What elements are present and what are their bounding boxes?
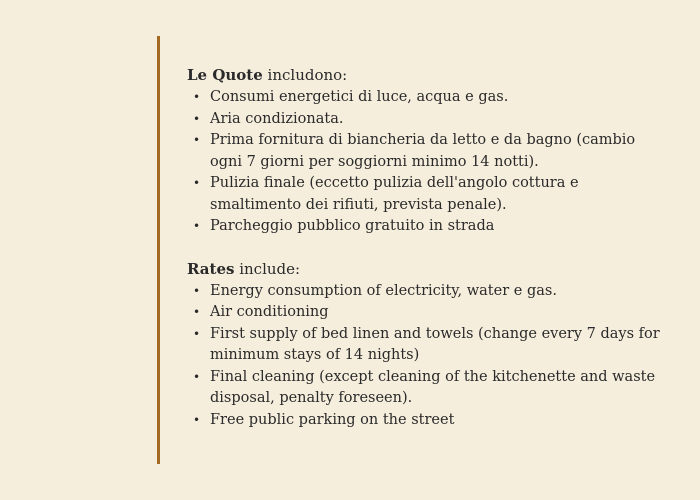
section-heading-english [187, 258, 667, 280]
bullet-icon: • [193, 326, 201, 341]
bullet-icon: • [193, 412, 201, 427]
list-item [187, 173, 667, 216]
bullet-icon: • [193, 111, 201, 126]
heading-rest: include: [234, 259, 301, 278]
list-item [187, 130, 667, 173]
list-item-text: First supply of bed linen and towels (change every 7 days for minimum stays of 14 nights) [210, 325, 660, 363]
heading-bold: Rates [187, 259, 235, 278]
accent-bar [157, 36, 160, 464]
section-english [187, 258, 667, 432]
list-item-text: Energy consumption of electricity, water e gas. [210, 282, 557, 299]
bullet-icon: • [193, 219, 201, 233]
bullet-icon: • [193, 369, 201, 384]
list-item [187, 410, 667, 432]
list-item-text: Air conditioning [210, 304, 329, 320]
heading-bold: Le Quote [187, 66, 263, 84]
section-italian [187, 64, 667, 238]
list-item-text: Final cleaning (except cleaning of the kitchenette and waste disposal, penalty foreseen). [210, 368, 656, 406]
list-item [187, 281, 667, 303]
bullet-icon: • [193, 176, 201, 190]
bullet-icon: • [193, 283, 201, 298]
section-heading-italian [187, 64, 667, 86]
list-item-text: Consumi energetici di luce, acqua e gas. [210, 89, 509, 105]
inclusions-list-english [187, 281, 667, 432]
bullet-icon: • [193, 90, 201, 104]
bullet-icon: • [193, 305, 201, 319]
bullet-icon: • [193, 133, 201, 147]
list-item-text: Pulizia finale (eccetto pulizia dell'angolo cottura e smaltimento dei rifiuti, prevista penale). [210, 175, 579, 213]
list-item-text: Aria condizionata. [210, 110, 344, 127]
list-item [187, 87, 667, 109]
list-item [187, 367, 667, 410]
list-item-text: Free public parking on the street [210, 411, 455, 428]
list-item [187, 302, 667, 324]
list-item [187, 324, 667, 367]
list-item [187, 216, 667, 238]
list-item-text: Prima fornitura di biancheria da letto e da bagno (cambio ogni 7 giorni per soggiorni minimo 14 notti). [210, 132, 636, 170]
rates-panel [187, 64, 667, 431]
heading-rest: includono: [262, 66, 348, 84]
list-item [187, 109, 667, 131]
list-item-text: Parcheggio pubblico gratuito in strada [210, 218, 495, 234]
inclusions-list-italian [187, 87, 667, 238]
